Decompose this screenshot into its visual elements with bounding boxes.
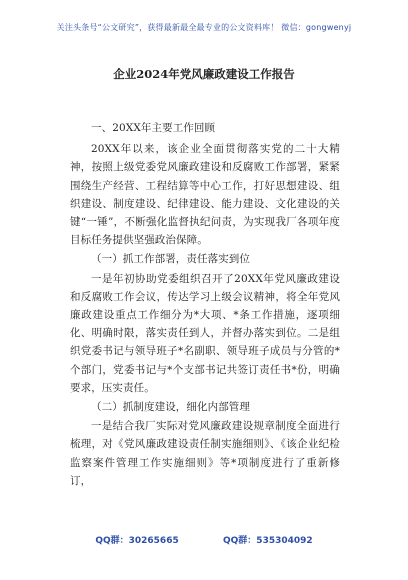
paragraph-1: 20XX年以来，该企业全面贯彻落实党的二十大精神，按照上级党委党风廉政建设和反腐败工作部署，紧紧围绕生产经营、工程结算等中心工作，打好思想建设、组织建设、制度建设、纪律建设、能力建设、文化建设的关键“一锤”，不断强化监督执纪问责，为实现我厂各项年度目标任务提供坚强政治保障。	[70, 143, 340, 247]
subheading-1: （一）抓工作部署，责任落实到位	[91, 253, 250, 266]
paragraph-2: 一是年初协助党委组织召开了20XX年党风廉政建设和反腐败工作会议，传达学习上级会议精神，将全年党风廉政建设重点工作细分为*大项、*条工作措施，逐项细化、明确时限，落实责任到人，并督办落实到位。二是组织党委书记与领导班子*名副职、领导班子成员与分管的*个部门，党委书记与*个支部书记共签订责任书*份，明确要求，压实责任。	[70, 272, 340, 394]
header-banner: 关注头条号“公文研究”，获得最新最全最专业的公文资料库！ 微信：gongwenyj	[56, 23, 352, 32]
paragraph-3: 一是结合我厂实际对党风廉政建设规章制度全面进行梳理，对《党风廉政建设责任制实施细则》、《该企业纪检监察案件管理工作实施细则》等*项制度进行了重新修订，	[70, 420, 340, 487]
footer-qq-2: QQ群：535304092	[223, 536, 313, 546]
document-body	[70, 119, 340, 490]
footer-contacts	[0, 533, 408, 546]
footer-qq-1: QQ群：30265665	[95, 536, 179, 546]
subheading-2: （二）抓制度建设，细化内部管理	[91, 401, 250, 414]
section-heading-1: 一、20XX年主要工作回顾	[91, 122, 216, 134]
document-title: 企业2024年党风廉政建设工作报告	[113, 67, 295, 81]
